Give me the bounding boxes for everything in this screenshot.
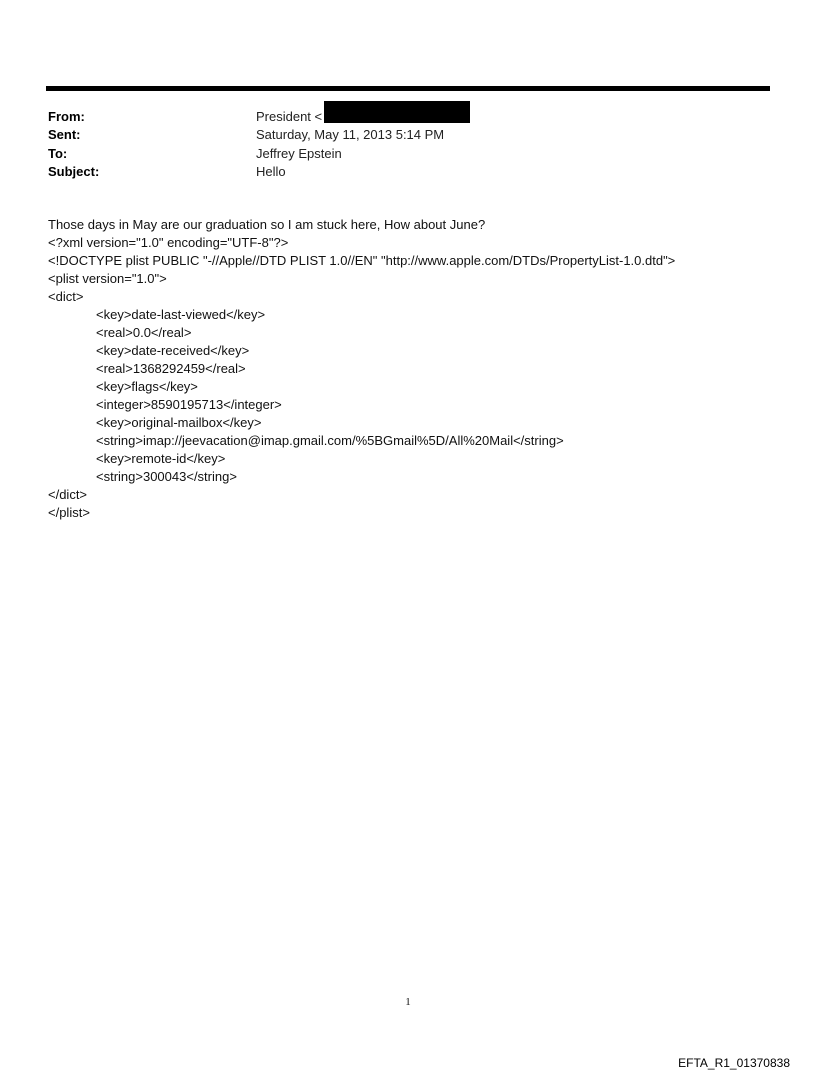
subject-row (48, 163, 748, 182)
dict-line: <key>date-received</key> (96, 343, 250, 358)
xml-declaration: <?xml version="1.0" encoding="UTF-8"?> (48, 235, 289, 250)
header-divider (46, 86, 770, 91)
dict-close: </dict> (48, 487, 88, 502)
redaction-block (324, 101, 470, 123)
to-row (48, 144, 748, 163)
plist-open: <plist version="1.0"> (48, 271, 167, 286)
dict-line: <key>original-mailbox</key> (96, 415, 262, 430)
to-label: To: (48, 145, 68, 161)
from-row (48, 107, 748, 126)
subject-label: Subject: (48, 164, 100, 180)
subject-value: Hello (256, 164, 286, 180)
email-body (48, 216, 788, 522)
from-name: President < (256, 108, 323, 124)
from-value (256, 105, 470, 127)
bates-number: EFTA_R1_01370838 (678, 1056, 790, 1070)
message-text: Those days in May are our graduation so I am stuck here, How about June? (48, 217, 486, 232)
email-header (48, 107, 748, 181)
sent-value: Saturday, May 11, 2013 5:14 PM (256, 127, 445, 143)
sent-label: Sent: (48, 127, 81, 143)
dict-line: <key>remote-id</key> (96, 451, 226, 466)
sent-row (48, 126, 748, 145)
doctype-line: <!DOCTYPE plist PUBLIC "-//Apple//DTD PLIST 1.0//EN" "http://www.apple.com/DTDs/PropertyList-1.0.dtd"> (48, 253, 676, 268)
dict-line: <integer>8590195713</integer> (96, 397, 282, 412)
dict-line: <string>imap://jeevacation@imap.gmail.com/%5BGmail%5D/All%20Mail</string> (96, 433, 564, 448)
plist-close: </plist> (48, 505, 90, 520)
dict-open: <dict> (48, 289, 84, 304)
dict-line: <real>0.0</real> (96, 325, 192, 340)
dict-line: <key>flags</key> (96, 379, 198, 394)
to-value: Jeffrey Epstein (256, 145, 342, 161)
dict-line: <key>date-last-viewed</key> (96, 307, 266, 322)
dict-line: <string>300043</string> (96, 469, 237, 484)
from-label: From: (48, 108, 85, 124)
dict-line: <real>1368292459</real> (96, 361, 246, 376)
page-number: 1 (405, 996, 411, 1008)
